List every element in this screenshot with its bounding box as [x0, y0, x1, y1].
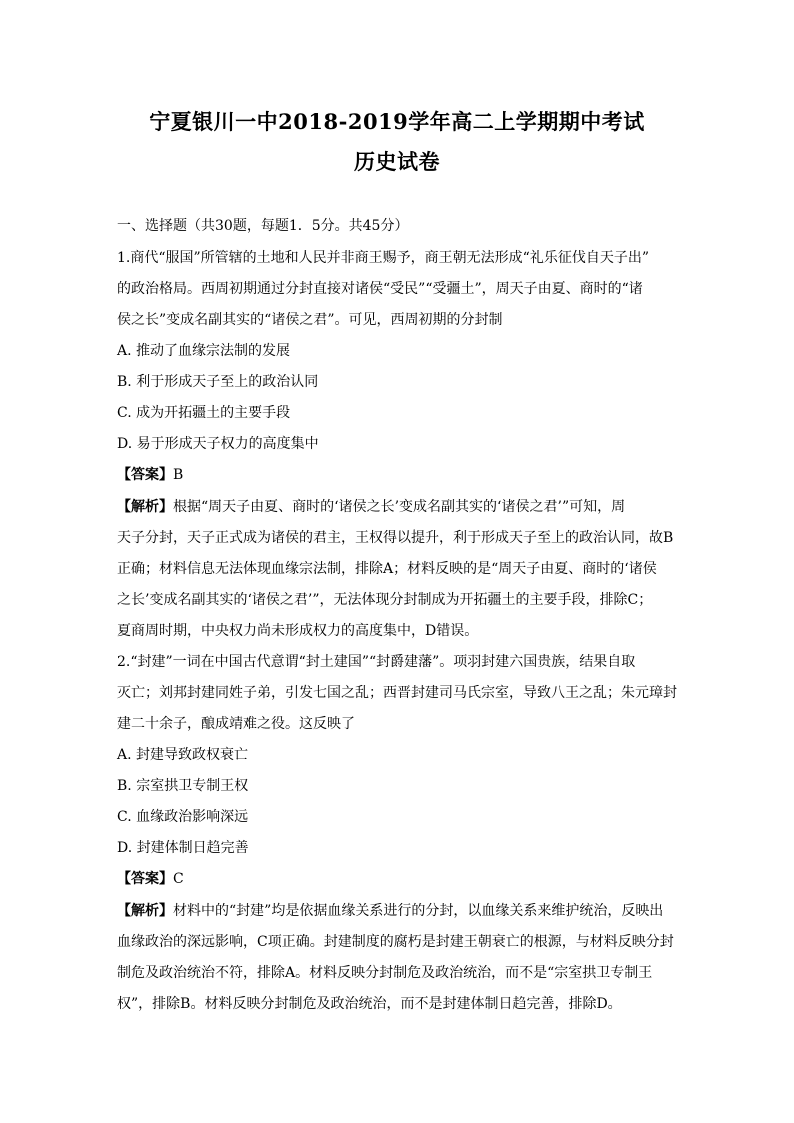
q1-analysis-text-1: 根据“周天子由夏、商时的‘诸侯之长’变成名副其实的‘诸侯之君’”可知，周	[173, 499, 626, 515]
q2-answer-tag: 【答案】	[117, 871, 173, 887]
q1-answer-tag: 【答案】	[117, 467, 173, 483]
q2-analysis-text-1: 材料中的“封建”均是依据血缘关系进行的分封，以血缘关系来维护统治，反映出	[173, 903, 664, 919]
q2-stem-line-2: 灭亡；刘邦封建同姓子弟，引发七国之乱；西晋封建司马氏宗室，导致八王之乱；朱元璋封	[117, 685, 677, 701]
q1-option-d: D. 易于形成天子权力的高度集中	[117, 436, 319, 452]
q2-stem-line-3: 建二十余子，酿成靖难之役。这反映了	[117, 716, 355, 732]
q1-analysis-tag: 【解析】	[117, 499, 173, 515]
q1-analysis-line-5: 夏商周时期，中央权力尚未形成权力的高度集中，D错误。	[117, 623, 479, 639]
q1-analysis-line-4: 之长’变成名副其实的‘诸侯之君’”，无法体现分封制成为开拓疆土的主要手段，排除C；	[117, 592, 653, 608]
q1-stem-line-1: 1.商代“服国”所管辖的土地和人民并非商王赐予，商王朝无法形成“礼乐征伐自天子出”	[117, 250, 649, 266]
q1-option-b: B. 利于形成天子至上的政治认同	[117, 374, 319, 390]
q2-analysis-line-2: 血缘政治的深远影响，C项正确。封建制度的腐朽是封建王朝衰亡的根源，与材料反映分封	[117, 934, 674, 950]
q1-analysis-line-2: 天子分封，天子正式成为诸侯的君主，王权得以提升，利于形成天子至上的政治认同，故B	[117, 530, 674, 546]
q2-option-c: C. 血缘政治影响深远	[117, 809, 249, 825]
q2-answer	[117, 869, 677, 889]
q2-option-d: D. 封建体制日趋完善	[117, 840, 249, 856]
q2-option-b: B. 宗室拱卫专制王权	[117, 778, 249, 794]
exam-subtitle: 历史试卷	[354, 149, 440, 174]
q2-analysis-line-4: 权”，排除B。材料反映分封制危及政治统治，而不是封建体制日趋完善，排除D。	[117, 996, 622, 1012]
q2-option-a: A. 封建导致政权衰亡	[117, 747, 249, 763]
q1-analysis-line-1	[117, 497, 677, 517]
q1-stem-line-3: 侯之长”变成名副其实的“诸侯之君”。可见，西周初期的分封制	[117, 312, 503, 328]
q1-option-a: A. 推动了血缘宗法制的发展	[117, 343, 291, 359]
q1-analysis-line-3: 正确；材料信息无法体现血缘宗法制，排除A；材料反映的是“周天子由夏、商时的‘诸侯	[117, 561, 657, 577]
q1-option-c: C. 成为开拓疆土的主要手段	[117, 405, 291, 421]
section-heading: 一、选择题（共30题，每题1．5分。共45分）	[117, 218, 409, 234]
exam-title: 宁夏银川一中2018-2019学年高二上学期期中考试	[149, 109, 645, 134]
q2-analysis-tag: 【解析】	[117, 903, 173, 919]
q2-stem-line-1: 2.“封建”一词在中国古代意谓“封土建国”“封爵建藩”。项羽封建六国贵族，结果自取	[117, 654, 636, 670]
q2-answer-value: C	[173, 871, 184, 887]
q2-analysis-line-3: 制危及政治统治不符，排除A。材料反映分封制危及政治统治，而不是“宗室拱卫专制王	[117, 965, 653, 981]
q1-answer-value: B	[173, 467, 184, 483]
q1-stem-line-2: 的政治格局。西周初期通过分封直接对诸侯“受民”“受疆土”，周天子由夏、商时的“诸	[117, 281, 643, 297]
q2-analysis-line-1	[117, 901, 677, 921]
q1-answer	[117, 465, 677, 485]
